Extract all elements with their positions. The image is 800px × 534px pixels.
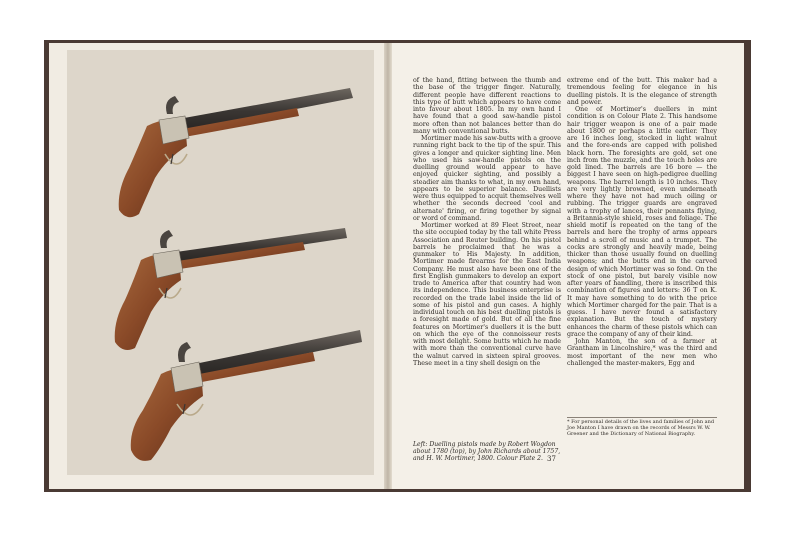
book-gutter <box>384 43 392 489</box>
paragraph: Mortimer made his saw-butts with a groove running right back to the tip of the spur. This gives a longer and quicker sighting line. Men who used his saw-handle pistols on the duelling ground would appear to have enjoyed quicker sighting, and possibly a steadier aim thanks to what, in my own hand, appears to be superior balance. Duellists were thus equipped to acquit themselves well whether the seconds decreed 'cool and alternate' firing, or firing together by signal or word of command. <box>413 135 561 222</box>
paragraph: John Manton, the son of a farmer at Grantham in Lincolnshire,* was the third and most important of the new men who challenged the master-makers, Egg and <box>567 338 717 367</box>
pistol-wogdon <box>119 88 353 217</box>
paragraph: One of Mortimer's duellers in mint condition is on Colour Plate 2. This handsome hair trigger weapon is one of a pair made about 1800 or perhaps a little earlier. They are 16 inches long, stocked in light walnut and the fore-ends are capped with polished black horn. The foresights are gold, set one inch from the muzzle, and the touch holes are gold lined. The barrels are 16 bore — the biggest I have seen on high-pedigree duelling weapons. The barrel length is 10 inches. They are very lightly browned, even underneath where they have not had much oiling or rubbing. The trigger guards are engraved with a trophy of lances, their pennants flying, a Britannia-style shield, roses and foliage. The shield motif is repeated on the tang of the barrels and here the trophy of arms appears behind a scroll of music and a trumpet. The cocks are strongly and heavily made, being thicker than those usually found on duelling weapons; and the butts end in the carved design of which Mortimer was so fond. On the stock of one pistol, but barely visible now after years of handling, there is inscribed this combination of figures and letters: 36 T on K. It may have something to do with the price which Mortimer charged for the pair. That is a guess. I have never found a satisfactory explanation. But the touch of mystery enhances the charm of these pistols which can grace the company of any of their kind. <box>567 106 717 338</box>
footnote: * For personal details of the lives and families of John and Joe Manton I have drawn on the records of Messrs W. W. Greener and the Dictionary of National Biography. <box>567 417 717 437</box>
photo-caption: Left: Duelling pistols made by Robert Wogdon about 1780 (top), by John Richards about 1757, and H. W. Mortimer, 1800. Colour Plate 2. <box>413 441 561 463</box>
pistol-mortimer <box>131 330 362 461</box>
text-column-right <box>567 77 717 367</box>
page-number: 37 <box>547 455 556 463</box>
pistols-illustration <box>67 50 374 475</box>
paragraph: Mortimer worked at 89 Fleet Street, near the site occupied today by the tall white Press Association and Reuter building. On his pistol barrels he proclaimed that he was a gunmaker to His Majesty. In addition, Mortimer made firearms for the East India Company. He must also have been one of the first English gunmakers to develop an export trade to America after that country had won its independence. This business enterprise is recorded on the trade label inside the lid of some of his pistol and gun cases. A highly individual touch on his best duelling pistols is a foresight made of gold. But of all the fine features on Mortimer's duellers it is the butt on which the eye of the connoisseur rests with most delight. Some butts which he made with more than the conventional curve have the walnut carved in sixteen spiral grooves. These meet in a tiny shell design on the <box>413 222 561 367</box>
pistols-photo <box>67 50 374 475</box>
pistol-richards <box>115 228 347 350</box>
text-column-left <box>413 77 561 367</box>
paragraph: extreme end of the butt. This maker had a tremendous feeling for elegance in his duelling pistols. It is the elegance of strength and power. <box>567 77 717 106</box>
paragraph: of the hand, fitting between the thumb and the base of the trigger finger. Naturally, different people have different reactions to this type of butt which appears to have come into favour about 1805. In my own hand I have found that a good saw-handle pistol more often than not balances better than do many with conventional butts. <box>413 77 561 135</box>
